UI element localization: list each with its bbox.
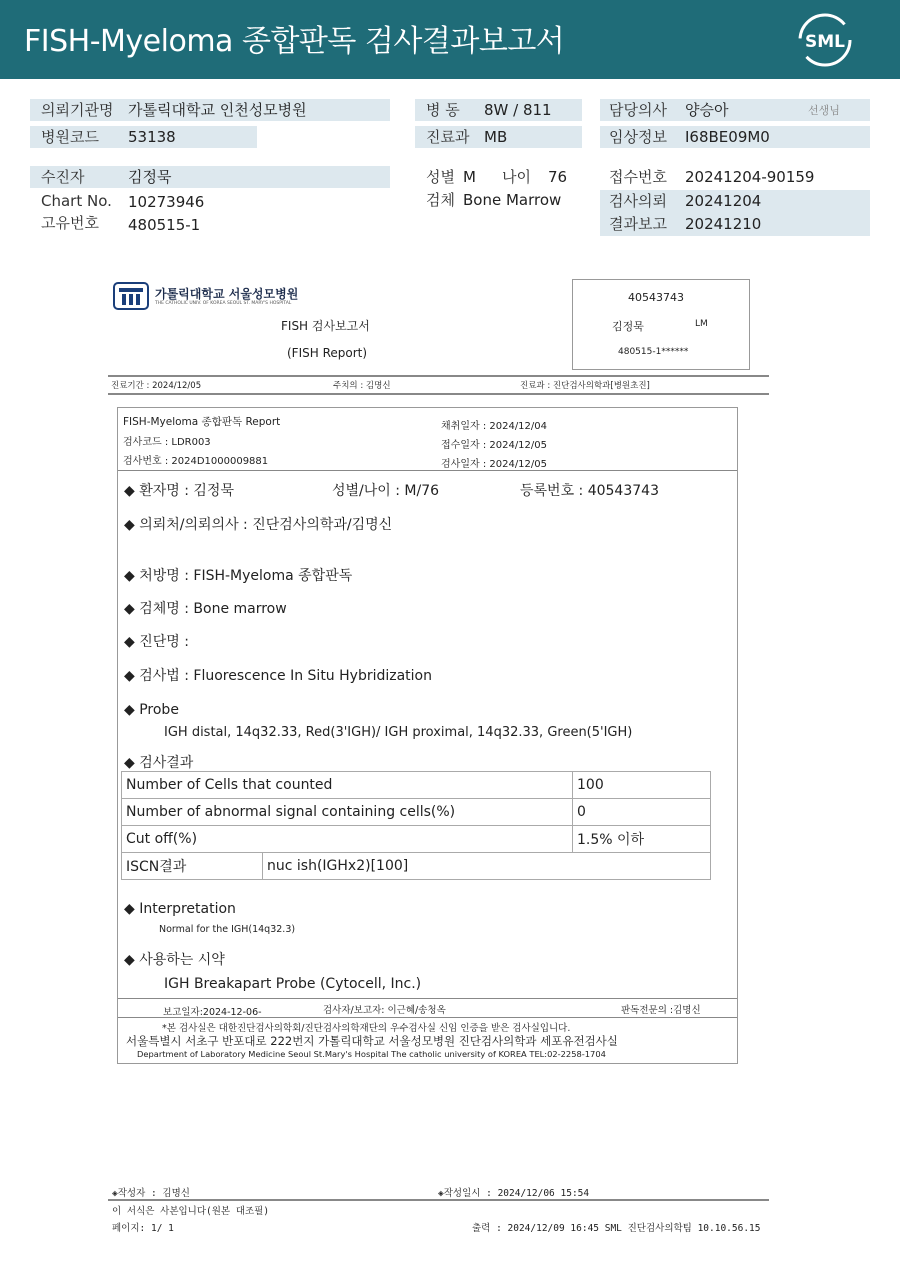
hospital-name: 가톨릭대학교 서울성모병원 — [155, 287, 299, 301]
page-number: 페이지: 1/ 1 — [112, 1223, 174, 1234]
request-date-value: 20241204 — [685, 192, 762, 210]
report-title: FISH-Myeloma 종합판독 검사결과보고서 — [24, 24, 565, 59]
inner-code: 검사코드 : LDR003 — [123, 437, 211, 448]
prescription-line: ◆ 처방명 : FISH-Myeloma 종합판독 — [124, 568, 353, 584]
request-date-label: 검사의뢰 — [609, 192, 667, 210]
receipt-label: 접수번호 — [609, 168, 667, 186]
age-value: 76 — [548, 168, 568, 186]
institution-value: 가톨릭대학교 인천성모병원 — [128, 101, 307, 119]
specimen-line: ◆ 검체명 : Bone marrow — [124, 601, 287, 617]
requester-line: ◆ 의뢰처/의뢰의사 : 진단검사의학과/김명신 — [124, 517, 393, 533]
doctor-label: 담당의사 — [609, 101, 667, 119]
id-box-ward: LM — [695, 319, 708, 329]
specimen-label: 검체 — [426, 191, 455, 209]
ward-label: 병 동 — [426, 101, 460, 119]
meta-date: 진료기간 : 2024/12/05 — [111, 381, 202, 391]
footer-mid-rule — [118, 1017, 737, 1018]
receipt-value: 20241204-90159 — [685, 168, 815, 186]
inner-name: FISH-Myeloma 종합판독 Report — [123, 416, 281, 428]
id-box-id: 480515-1****** — [618, 347, 689, 357]
table-row — [122, 799, 711, 826]
footer-report-date: 보고일자:2024-12-06- — [163, 1007, 262, 1018]
result-title: ◆ 검사결과 — [124, 755, 194, 771]
institution-label: 의뢰기관명 — [41, 101, 114, 119]
result-label: Cut off(%) — [122, 826, 573, 853]
doctor-value: 양승아 — [685, 101, 729, 119]
meta-bottom-rule — [108, 393, 769, 395]
result-date-value: 20241210 — [685, 215, 762, 233]
footer-cert: *본 검사실은 대한진단검사의학회/진단검사의학재단의 우수검사실 신임 인증을 받은 검사실입니다. — [162, 1023, 571, 1034]
unique-no-value: 480515-1 — [128, 216, 201, 234]
probe-title: ◆ Probe — [124, 702, 179, 718]
inner-test: 검사일자 : 2024/12/05 — [441, 459, 548, 470]
sml-logo-icon — [797, 12, 853, 68]
result-label: Number of Cells that counted — [122, 772, 573, 799]
result-label: Number of abnormal signal containing cells(%) — [122, 799, 573, 826]
result-value: 1.5% 이하 — [573, 826, 711, 853]
footer-address-en: Department of Laboratory Medicine Seoul St.Mary's Hospital The catholic university of KOREA TEL:02-2258-1704 — [137, 1049, 606, 1059]
hospital-code-label: 병원코드 — [41, 128, 99, 146]
report-header — [0, 0, 900, 79]
meta-doctor: 주치의 : 김명신 — [333, 381, 391, 391]
table-row — [122, 826, 711, 853]
diagnosis-line: ◆ 진단명 : — [124, 634, 189, 650]
patient-reg-no: 등록번호 : 40543743 — [520, 483, 659, 499]
result-value: 100 — [573, 772, 711, 799]
chart-no-value: 10273946 — [128, 193, 205, 211]
table-row — [122, 772, 711, 799]
footer-judge: 판독전문의 :김명신 — [621, 1005, 701, 1016]
hospital-logo-icon — [113, 282, 149, 310]
result-date-label: 결과보고 — [609, 215, 667, 233]
meta-dept: 진료과 : 진단검사의학과[병원초진] — [520, 381, 650, 391]
sex-label: 성별 — [426, 168, 455, 186]
iscn-value: nuc ish(IGHx2)[100] — [263, 853, 711, 880]
report-title-en: (FISH Report) — [287, 346, 368, 360]
meta-top-rule — [108, 375, 769, 377]
report-title-ko: FISH 검사보고서 — [281, 319, 370, 333]
clinical-label: 임상정보 — [609, 128, 667, 146]
chart-no-label: Chart No. — [41, 192, 112, 210]
inner-number: 검사번호 : 2024D1000009881 — [123, 456, 269, 467]
unique-no-label: 고유번호 — [41, 214, 99, 232]
table-row — [122, 853, 711, 880]
copy-note: 이 서식은 사본입니다(원본 대조필) — [112, 1206, 270, 1217]
footer-tester: 검사자/보고자: 이근혜/송청옥 — [323, 1005, 446, 1016]
write-date: ◈작성일시 : 2024/12/06 15:54 — [438, 1188, 590, 1199]
department-label: 진료과 — [426, 128, 470, 146]
patient-value: 김정묵 — [128, 168, 172, 186]
footer-address: 서울특별시 서초구 반포대로 222번지 가톨릭대학교 서울성모병원 진단검사의학과 세포유전검사실 — [126, 1034, 618, 1048]
patient-sex-age: 성별/나이 : M/76 — [332, 483, 440, 499]
age-label: 나이 — [502, 168, 531, 186]
department-value: MB — [484, 128, 508, 146]
id-box-reg-no: 40543743 — [628, 291, 684, 304]
probe-detail: IGH distal, 14q32.33, Red(3'IGH)/ IGH proximal, 14q32.33, Green(5'IGH) — [164, 725, 633, 740]
hospital-name-en: THE CATHOLIC UNIV. OF KOREA SEOUL ST. MARY'S HOSPITAL — [155, 301, 292, 306]
inner-collect: 채취일자 : 2024/12/04 — [441, 421, 548, 432]
clinical-value: I68BE09M0 — [685, 128, 770, 146]
reagent-title: ◆ 사용하는 시약 — [124, 952, 225, 968]
method-line: ◆ 검사법 : Fluorescence In Situ Hybridization — [124, 668, 432, 684]
sml-logo-text: SML — [805, 32, 845, 52]
inner-receive: 접수일자 : 2024/12/05 — [441, 440, 548, 451]
sex-value: M — [463, 168, 476, 186]
footer-top-rule — [118, 998, 737, 999]
interp-text: Normal for the IGH(14q32.3) — [159, 924, 296, 935]
result-value: 0 — [573, 799, 711, 826]
id-box-name: 김정묵 — [612, 320, 644, 333]
specimen-value: Bone Marrow — [463, 191, 562, 209]
result-table — [121, 771, 711, 880]
printed-info: 출력 : 2024/12/09 16:45 SML 진단검사의학팀 10.10.56.15 — [472, 1223, 761, 1234]
writer: ◈작성자 : 김명신 — [112, 1188, 190, 1199]
patient-label: 수진자 — [41, 168, 85, 186]
iscn-label: ISCN결과 — [122, 853, 263, 880]
ward-value: 8W / 811 — [484, 101, 552, 119]
patient-name-line: ◆ 환자명 : 김정묵 — [124, 483, 234, 499]
interp-title: ◆ Interpretation — [124, 901, 236, 917]
inner-header-rule — [118, 470, 737, 471]
doctor-suffix: 선생님 — [808, 104, 840, 117]
hospital-code-value: 53138 — [128, 128, 176, 146]
bottom-rule — [108, 1199, 769, 1201]
reagent-text: IGH Breakapart Probe (Cytocell, Inc.) — [164, 976, 422, 992]
